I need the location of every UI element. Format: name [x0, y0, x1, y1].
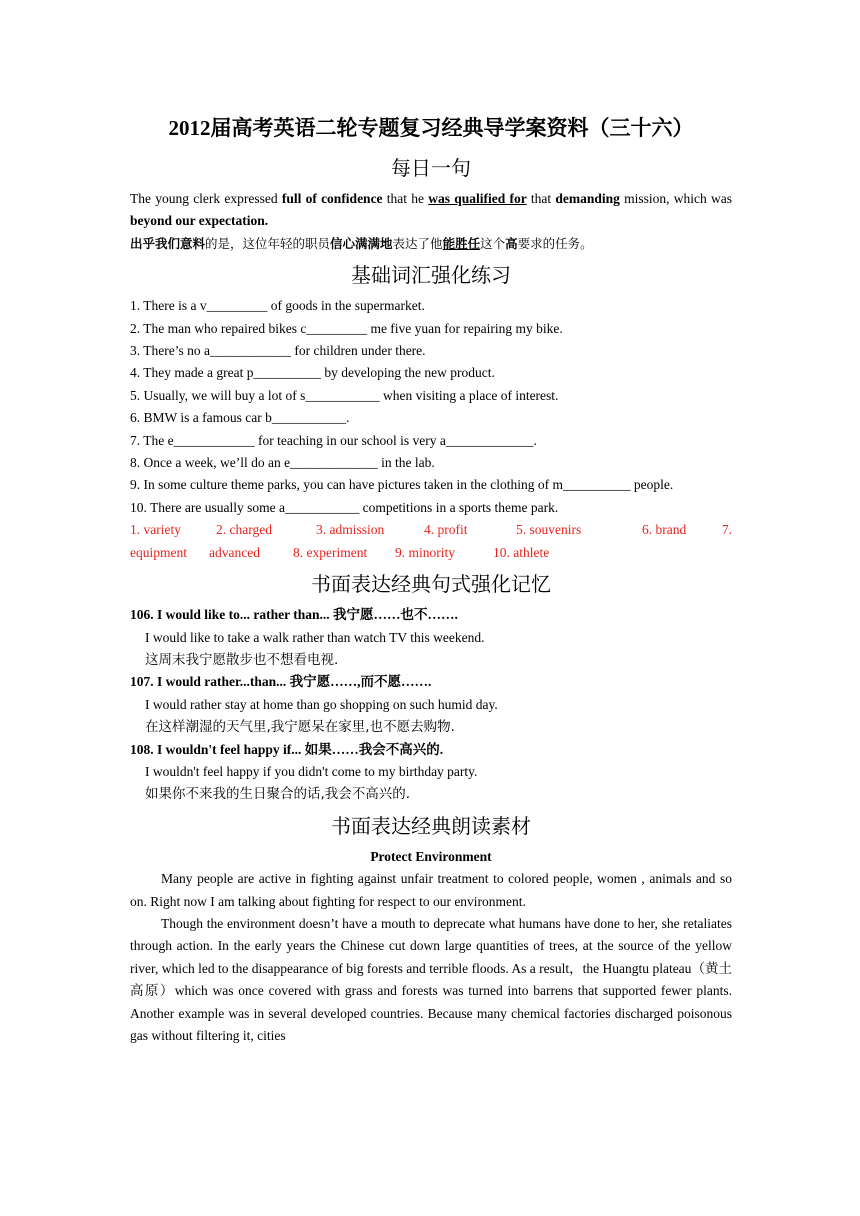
daily-sentence-en: [130, 188, 732, 233]
pattern-head: 108. I wouldn't feel happy if... 如果……我会不高兴的.: [130, 741, 444, 757]
text-run: 表达了他: [392, 235, 443, 251]
text-run: The young clerk expressed: [130, 191, 282, 206]
text-run: that: [526, 191, 556, 206]
vocab-item: 5. Usually, we will buy a lot of s___________ when visiting a place of interest.: [130, 387, 559, 403]
vocab-item: 10. There are usually some a___________ competitions in a sports theme park.: [130, 499, 559, 515]
vocab-item: 1. There is a v_________ of goods in the supermarket.: [130, 298, 425, 314]
pattern-head: 106. I would like to... rather than... 我宁愿……也不…….: [130, 607, 458, 623]
patterns-heading: 书面表达经典句式强化记忆: [311, 572, 551, 597]
vocab-item: 3. There’s no a____________ for children under there.: [130, 343, 426, 359]
vocab-heading: 基础词汇强化练习: [351, 263, 511, 288]
daily-sentence-cn: [130, 233, 732, 255]
vocab-item: 7. The e____________ for teaching in our school is very a_____________.: [130, 432, 537, 448]
answer: 6. brand: [642, 522, 687, 538]
answer: advanced: [209, 544, 260, 560]
answer: 5. souvenirs: [516, 522, 582, 538]
bold-phrase: 信心满满地: [330, 235, 393, 251]
underlined-phrase: 能胜任: [442, 235, 481, 251]
answer: 4. profit: [424, 522, 468, 538]
vocab-item: 8. Once a week, we’ll do an e_____________ in the lab.: [130, 455, 435, 471]
pattern-example-en: I wouldn't feel happy if you didn't come to my birthday party.: [145, 763, 478, 779]
pattern-example-en: I would rather stay at home than go shopping on such humid day.: [145, 696, 498, 712]
bold-phrase: demanding: [555, 191, 620, 206]
vocab-answers: [130, 519, 732, 564]
answer: equipment: [130, 544, 187, 560]
pattern-example-en: I would like to take a walk rather than watch TV this weekend.: [145, 629, 485, 645]
answer: 8. experiment: [293, 544, 368, 560]
pattern-example-cn: 如果你不来我的生日聚合的话,我会不高兴的.: [145, 786, 411, 803]
reading-paragraph: Many people are active in fighting against unfair treatment to colored people, women , animals and so on. Right now I am talking about fighting for respect to our environment.: [130, 871, 732, 909]
reading-paragraph: Though the environment doesn’t have a mouth to deprecate what humans have done to her, she retaliates through action. In the early years the Chinese cut down large quantities of trees, at the source of the yellow river, which led to the disappearance of big forests and terrible floods. As a result，the Huangtu plateau（黄土高原）which was once covered with grass and forests was turned into barrens that supported fewer plants. Another example was in several developed countries. Because many chemical factories discharged poisonous gas without filtering it, cities: [130, 915, 732, 1043]
reading-heading: 书面表达经典朗读素材: [331, 813, 531, 838]
answer: 10. athlete: [493, 544, 550, 560]
bold-phrase: 出乎我们意料: [130, 235, 206, 251]
pattern-head: 107. I would rather...than... 我宁愿……,而不愿…….: [130, 674, 432, 690]
text-run: that he: [382, 191, 429, 206]
answer: 2. charged: [216, 522, 272, 538]
document-page: [130, 112, 732, 1047]
pattern-example-cn: 在这样潮湿的天气里,我宁愿呆在家里,也不愿去购物.: [145, 719, 455, 736]
answer: 3. admission: [316, 522, 385, 538]
vocab-item: 4. They made a great p__________ by developing the new product.: [130, 365, 495, 381]
bold-phrase: 高: [505, 235, 518, 251]
text-run: 这个: [480, 235, 506, 251]
text-run: 要求的任务。: [517, 235, 593, 251]
document-title: 2012届高考英语二轮专题复习经典导学案资料（三十六）: [168, 116, 694, 140]
vocab-item: 6. BMW is a famous car b___________.: [130, 410, 350, 426]
text-run: mission, which was: [619, 191, 732, 206]
vocab-item: 2. The man who repaired bikes c_________ me five yuan for repairing my bike.: [130, 320, 563, 336]
answer: 1. variety: [130, 522, 181, 538]
text-run: 的是，这位年轻的职员: [205, 235, 331, 251]
bold-phrase: full of confidence: [281, 191, 383, 206]
underlined-phrase: was qualified for: [428, 191, 527, 206]
bold-phrase: beyond our expectation.: [130, 213, 269, 229]
vocab-item: 9. In some culture theme parks, you can have pictures taken in the clothing of m__________ people.: [130, 477, 674, 493]
daily-heading: 每日一句: [391, 156, 471, 180]
reading-subtitle: Protect Environment: [370, 848, 492, 864]
pattern-example-cn: 这周末我宁愿散步也不想看电视.: [145, 651, 339, 668]
answer: 7.: [721, 522, 732, 538]
answer: 9. minority: [395, 544, 455, 560]
